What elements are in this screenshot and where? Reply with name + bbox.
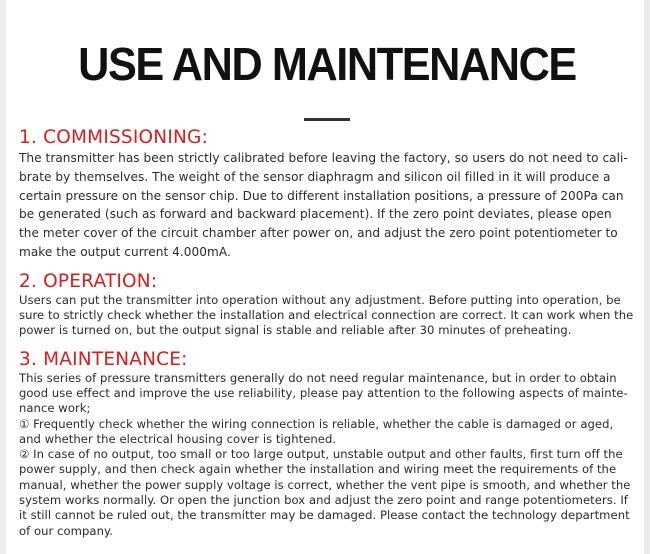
maintenance-intro: This series of pressure transmitters generally do not need regular maintenance, but in order to obtain good use effect and improve the use reliability, please pay attention to the following aspects of mainte-nance work; — [19, 370, 628, 416]
page-title: USE AND MAINTENANCE — [78, 38, 576, 90]
section-text-maintenance — [19, 371, 635, 539]
left-frame-border — [0, 0, 6, 554]
section-heading-operation: 2. OPERATION: — [19, 270, 158, 292]
document-page — [19, 0, 635, 539]
right-frame-border — [644, 0, 650, 554]
section-heading-commissioning: 1. COMMISSIONING: — [19, 127, 208, 148]
section-text-commissioning: The transmitter has been strictly calibrated before leaving the factory, so users do not need to cali-brate by themselves. The weight of the sensor diaphragm and silicon oil filled in it will produce a certain pressure on the sensor chip. Due to different installation positions, a pressure of 200Pa can be generated (such as forward and backward placement). If the zero point deviates, please open the meter cover of the circuit chamber after power on, and adjust the zero point potentiometer to make the output current 4.000mA. — [19, 151, 628, 259]
maintenance-item-1: ① Frequently check whether the wiring connection is reliable, whether the cable is damaged or aged, and whether the electrical housing cover is tightened. — [19, 416, 614, 446]
section-text-operation: Users can put the transmitter into operation without any adjustment. Before putting into operation, be sure to strictly check whether the installation and electrical connection are correct. It can work when the power is turned on, but the output signal is stable and reliable after 30 minutes of preheating. — [19, 292, 634, 338]
maintenance-item-2: ② In case of no output, too small or too large output, unstable output and other faults, first turn off the power supply, and then check again whether the installation and wiring meet the requirements of the manual, whether the power supply voltage is correct, whether the vent pipe is smooth, and whether the system works normally. Or open the junction box and adjust the zero point and range potentiometers. If it still cannot be ruled out, the transmitter may be damaged. Please contact the technology department of our company. — [19, 447, 631, 538]
section-heading-maintenance: 3. MAINTENANCE: — [19, 348, 188, 370]
title-divider — [304, 118, 350, 121]
